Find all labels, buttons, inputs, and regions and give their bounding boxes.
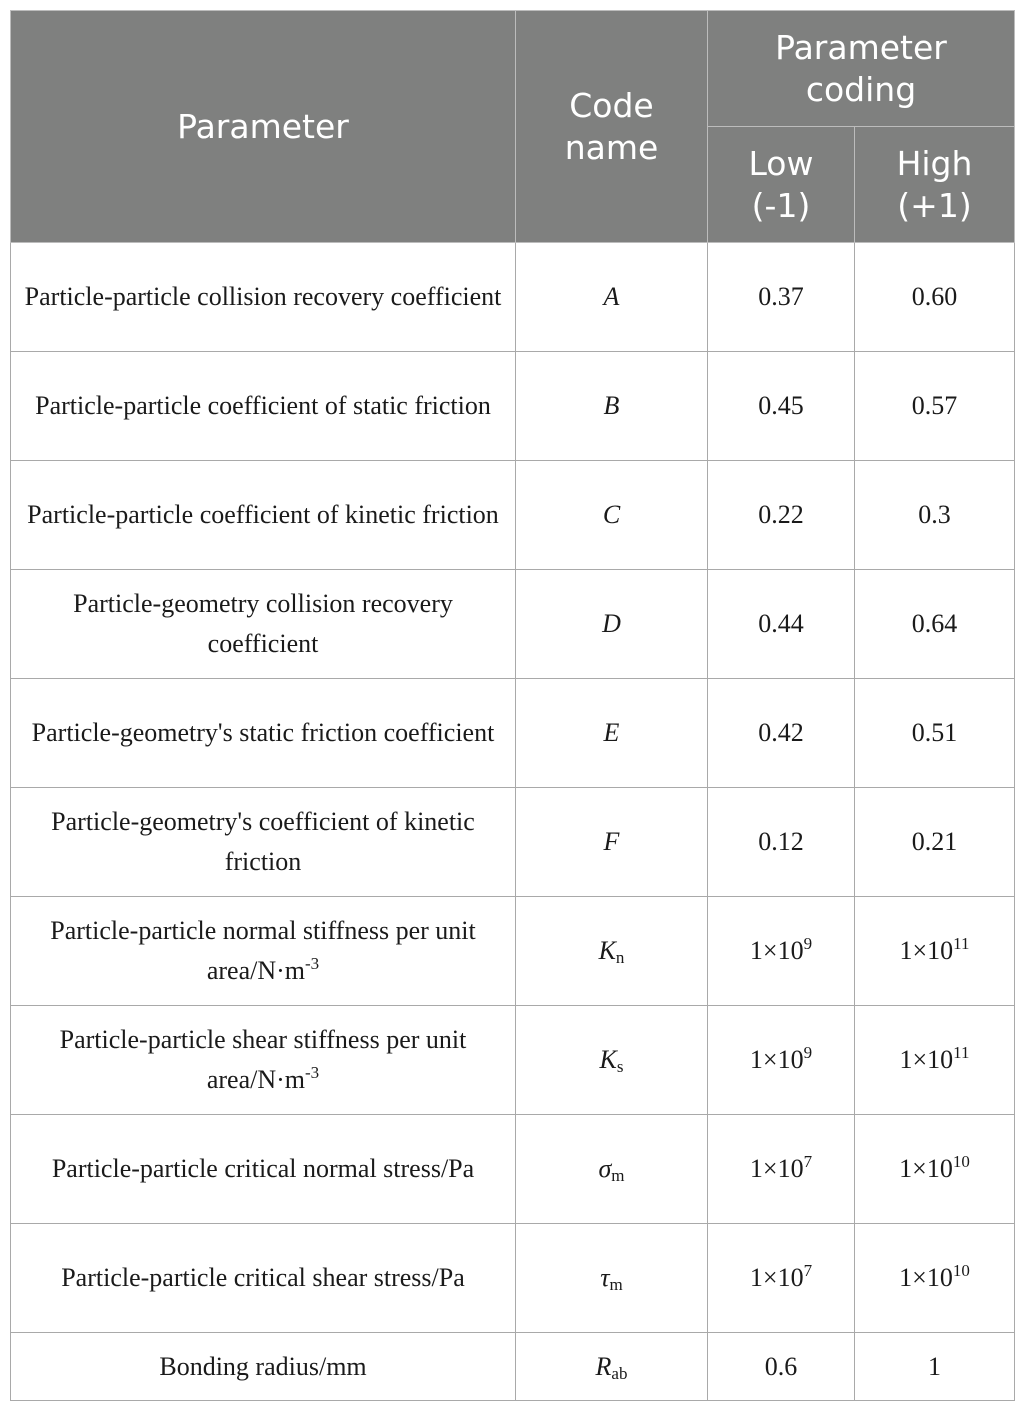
high-exponent: 11 [953,934,970,953]
code-cell [516,461,708,570]
low-value-cell [708,788,855,897]
parameter-text: Particle-particle coefficient of static friction [35,391,491,420]
parameter-text: Bonding radius/mm [159,1351,367,1381]
code-cell [516,1224,708,1333]
code-symbol: R [595,1351,612,1381]
parameter-exponent: -3 [305,1063,320,1082]
parameter-cell [11,1224,516,1333]
low-value: 0.42 [758,718,804,747]
parameter-cell [11,461,516,570]
table-row [11,570,1015,679]
code-symbol: τ [600,1263,610,1292]
parameter-text: Particle-particle critical shear stress/Pa [61,1263,465,1292]
code-cell [516,1333,708,1401]
header-low: Low (-1) [708,127,855,243]
parameter-text: Particle-particle critical normal stress/Pa [51,1154,475,1183]
parameter-cell [11,679,516,788]
high-value: 0.3 [918,500,951,529]
low-value: 0.12 [758,827,804,856]
parameter-text: Particle-particle coefficient of kinetic friction [27,500,499,529]
table-row [11,1333,1015,1401]
parameter-cell [11,570,516,679]
code-cell [516,897,708,1006]
high-value: 1×10 [899,1263,953,1292]
high-value-cell [855,897,1015,1006]
header-parameter: Parameter [11,11,516,243]
code-subscript: s [616,1057,624,1076]
parameter-cell [11,352,516,461]
high-value: 0.21 [911,827,958,856]
table-row [11,897,1015,1006]
high-value: 1×10 [899,1045,954,1074]
high-value: 0.60 [911,282,958,311]
header-code-name: Code name [516,11,708,243]
high-value: 0.57 [911,391,958,420]
high-exponent: 10 [952,1261,970,1280]
code-subscript: n [615,948,625,967]
low-value: 1×10 [749,936,804,965]
high-value: 1×10 [899,1154,953,1183]
code-cell [516,243,708,352]
table-row [11,788,1015,897]
code-symbol: A [603,282,620,311]
table-body [11,243,1015,1401]
high-value: 0.51 [911,718,958,747]
low-value: 0.22 [758,500,804,529]
low-value-cell [708,1224,855,1333]
low-value-cell [708,570,855,679]
low-value-cell [708,1115,855,1224]
high-value-cell [855,570,1015,679]
high-value-cell [855,1333,1015,1401]
code-subscript: ab [611,1363,628,1383]
code-symbol: D [602,609,621,638]
code-symbol: K [598,936,616,965]
low-exponent: 7 [803,1152,813,1171]
table-row [11,1224,1015,1333]
code-cell [516,1006,708,1115]
code-subscript: m [611,1166,625,1185]
table-row [11,461,1015,570]
high-value: 1 [928,1351,941,1381]
low-exponent: 7 [803,1261,813,1280]
table-row [11,352,1015,461]
low-value-cell [708,679,855,788]
high-value-cell [855,1115,1015,1224]
parameter-text: Particle-particle collision recovery coefficient [24,282,502,311]
high-value-cell [855,352,1015,461]
parameter-cell [11,788,516,897]
parameter-text: Particle-particle shear stiffness per unit area/N·m [59,1025,467,1094]
high-exponent: 10 [952,1152,970,1171]
code-symbol: K [599,1045,617,1074]
code-symbol: B [603,391,620,420]
code-cell [516,1115,708,1224]
parameter-cell [11,1006,516,1115]
low-value-cell [708,1333,855,1401]
header-row-1 [11,11,1015,127]
code-cell [516,679,708,788]
parameter-text: Particle-particle normal stiffness per unit area/N·m [50,916,476,985]
parameter-text: Particle-geometry collision recovery coefficient [73,589,453,658]
parameter-text: Particle-geometry's static friction coefficient [31,718,495,747]
low-exponent: 9 [803,934,813,953]
code-cell [516,788,708,897]
table-row [11,1115,1015,1224]
code-symbol: E [603,718,620,747]
high-value: 0.64 [911,609,958,638]
high-value-cell [855,1006,1015,1115]
header-parameter-coding: Parameter coding [708,11,1015,127]
table-row [11,1006,1015,1115]
low-exponent: 9 [803,1043,813,1062]
low-value-cell [708,461,855,570]
high-value: 1×10 [899,936,954,965]
low-value-cell [708,897,855,1006]
low-value: 0.37 [758,282,804,311]
code-symbol: σ [598,1154,612,1183]
low-value: 1×10 [749,1263,804,1292]
low-value: 0.45 [758,391,804,420]
table-row [11,679,1015,788]
low-value-cell [708,352,855,461]
high-value-cell [855,461,1015,570]
code-subscript: m [609,1275,623,1294]
high-value-cell [855,788,1015,897]
code-symbol: F [603,827,620,856]
header-high: High (+1) [855,127,1015,243]
code-cell [516,570,708,679]
table-row [11,243,1015,352]
high-value-cell [855,1224,1015,1333]
low-value: 0.6 [764,1351,798,1381]
low-value-cell [708,243,855,352]
code-cell [516,352,708,461]
parameter-exponent: -3 [305,954,320,973]
high-exponent: 11 [953,1043,970,1062]
code-symbol: C [602,500,621,529]
low-value: 1×10 [749,1154,804,1183]
parameter-table [10,10,1015,1401]
low-value: 1×10 [749,1045,804,1074]
parameter-cell [11,897,516,1006]
high-value-cell [855,679,1015,788]
parameter-cell [11,1333,516,1401]
high-value-cell [855,243,1015,352]
low-value-cell [708,1006,855,1115]
parameter-cell [11,243,516,352]
low-value: 0.44 [758,609,804,638]
parameter-text: Particle-geometry's coefficient of kinetic friction [51,807,475,876]
parameter-cell [11,1115,516,1224]
